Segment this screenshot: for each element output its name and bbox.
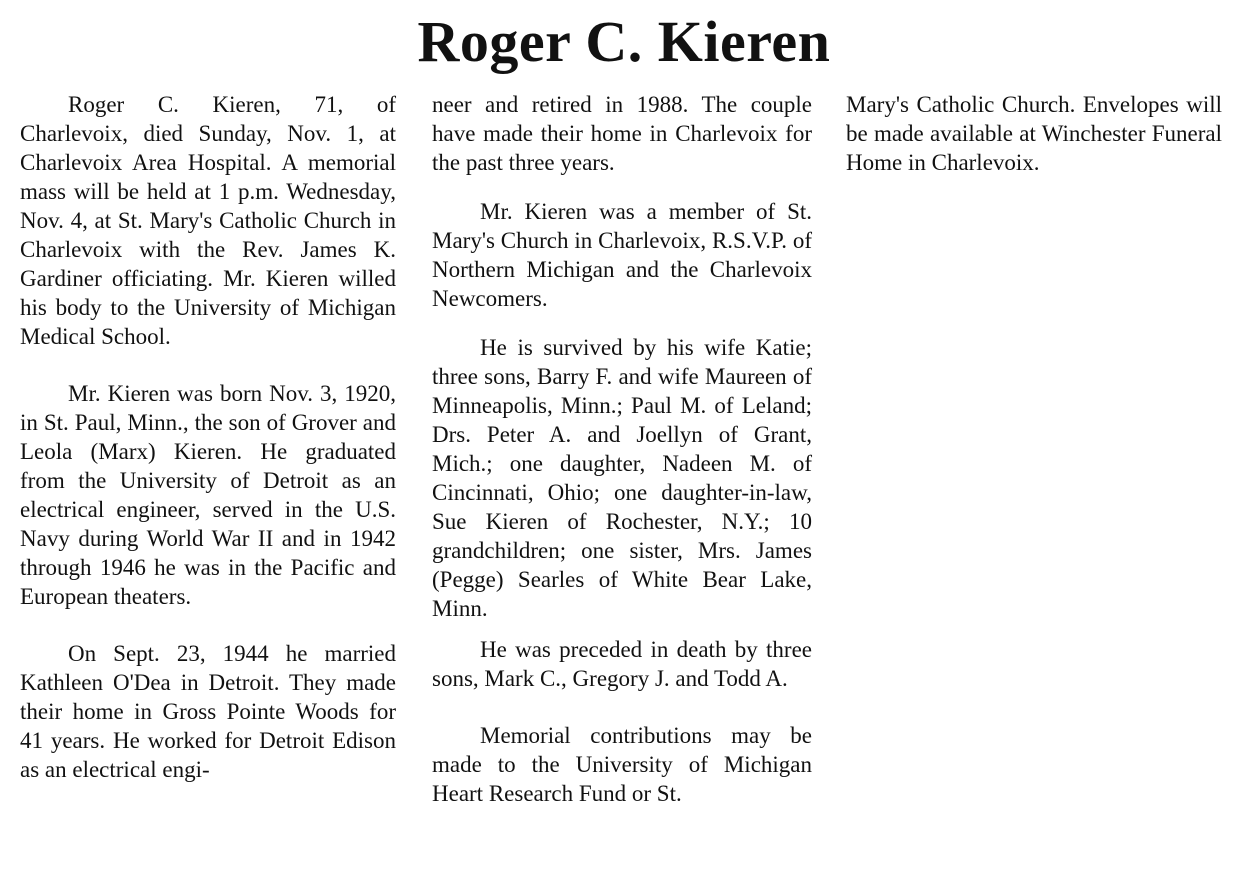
- paragraph-survivors: He is survived by his wife Katie; three sons, Barry F. and wife Maureen of Minneapolis, Minn.; Paul M. of Leland; Drs. Peter A. and Joellyn of Grant, Mich.; one daughter, Nadeen M. of Cincinnati, Ohio; one daughter-in-law, Sue Kieren of Rochester, N.Y.; 10 grandchildren; one sister, Mrs. James (Pegge) Searles of White Bear Lake, Minn.: [432, 335, 812, 621]
- paragraph-marriage-continued: neer and retired in 1988. The couple have made their home in Charlevoix for the past three years.: [432, 92, 812, 175]
- paragraph-memberships: Mr. Kieren was a member of St. Mary's Church in Charlevoix, R.S.V.P. of Northern Michigan and the Charlevoix Newcomers.: [432, 199, 812, 311]
- obituary-title: Roger C. Kieren: [417, 9, 831, 74]
- column-1: [20, 90, 396, 784]
- column-2: [432, 90, 812, 808]
- paragraph-memorial-contributions-continued: Mary's Catholic Church. Envelopes will be made available at Winchester Funeral Home in Charlevoix.: [846, 92, 1222, 175]
- paragraph-marriage: On Sept. 23, 1944 he married Kathleen O'Dea in Detroit. They made their home in Gross Pointe Woods for 41 years. He worked for Detroit Edison as an electrical engi-: [20, 641, 396, 782]
- paragraph-preceded-in-death: He was preceded in death by three sons, Mark C., Gregory J. and Todd A.: [432, 637, 812, 691]
- paragraph-memorial-contributions: Memorial contributions may be made to the University of Michigan Heart Research Fund or St.: [432, 723, 812, 806]
- paragraph-death-notice: Roger C. Kieren, 71, of Charlevoix, died Sunday, Nov. 1, at Charlevoix Area Hospital. A memorial mass will be held at 1 p.m. Wednesday, Nov. 4, at St. Mary's Catholic Church in Charlevoix with the Rev. James K. Gardiner officiating. Mr. Kieren willed his body to the University of Michigan Medical School.: [20, 92, 396, 349]
- column-3: [846, 90, 1222, 177]
- paragraph-biography: Mr. Kieren was born Nov. 3, 1920, in St. Paul, Minn., the son of Grover and Leola (Marx) Kieren. He graduated from the University of Detroit as an electrical engineer, served in the U.S. Navy during World War II and in 1942 through 1946 he was in the Pacific and European theaters.: [20, 381, 396, 609]
